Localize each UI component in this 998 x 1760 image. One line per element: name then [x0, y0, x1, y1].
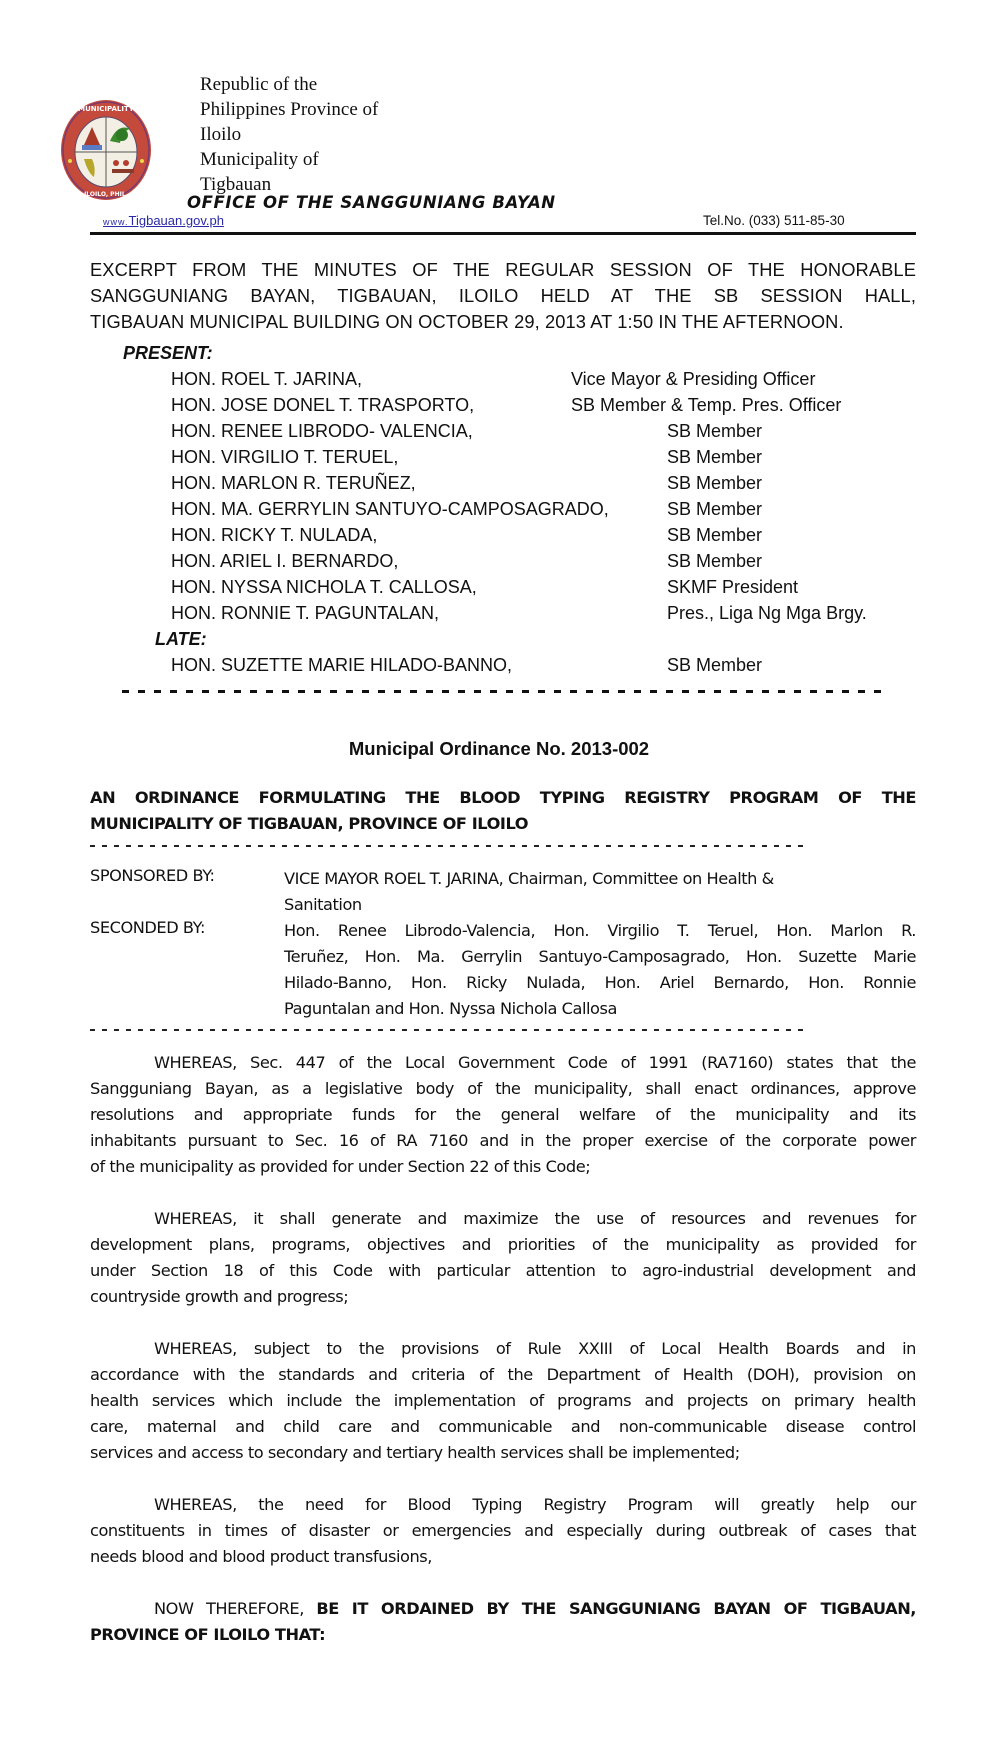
address-line: Republic of the — [200, 74, 318, 95]
attendee-name: HON. ROEL T. JARINA, — [171, 369, 363, 389]
ordaining-line — [90, 1622, 916, 1648]
website-prefix: www. — [103, 217, 129, 227]
paragraph-line: development plans, programs, objectives and priorities of the municipality as provided for — [90, 1235, 916, 1254]
telephone-number: Tel.No. (033) 511-85-30 — [703, 213, 845, 228]
paragraph-line: accordance with the standards and criteria of the Department of Health (DOH), provision on — [90, 1365, 916, 1384]
attendee-name: HON. JOSE DONEL T. TRASPORTO, — [171, 395, 475, 415]
whereas-paragraph-1 — [90, 1050, 916, 1180]
minutes-excerpt — [90, 257, 916, 335]
paragraph-line: countryside growth and progress; — [90, 1287, 349, 1306]
attendance-separator — [122, 685, 882, 697]
address-line: Municipality of — [200, 149, 319, 170]
ordinance-title-line: MUNICIPALITY OF TIGBAUAN, PROVINCE OF ILOILO — [90, 814, 529, 833]
letterhead-rule — [90, 232, 916, 235]
seconded-line: Hilado-Banno, Hon. Ricky Nulada, Hon. Ariel Bernardo, Hon. Ronnie — [284, 973, 916, 992]
seconded-line: Paguntalan and Hon. Nyssa Nichola Callosa — [284, 999, 617, 1018]
whereas-paragraph-4 — [90, 1492, 916, 1570]
excerpt-line: SANGGUNIANG BAYAN, TIGBAUAN, ILOILO HELD AT THE SB SESSION HALL, — [90, 285, 916, 306]
seconded-line: Teruñez, Hon. Ma. Gerrylin Santuyo-Camposagrado, Hon. Suzette Marie — [284, 947, 916, 966]
late-attendee-name: HON. SUZETTE MARIE HILADO-BANNO, — [171, 655, 513, 675]
paragraph-line: WHEREAS, the need for Blood Typing Registry Program will greatly help our — [154, 1495, 916, 1514]
address-line: Iloilo — [200, 124, 242, 145]
attendee-position: SB Member — [667, 525, 763, 545]
paragraph-line: inhabitants pursuant to Sec. 16 of RA 7160 and in the proper exercise of the corporate power — [90, 1131, 916, 1150]
ordaining-clause — [90, 1596, 916, 1648]
late-attendee-position: SB Member — [667, 655, 763, 675]
ordinance-number: Municipal Ordinance No. 2013-002 — [348, 738, 650, 759]
ordaining-plain-text: NOW THEREFORE, — [154, 1599, 317, 1618]
attendee-name: HON. MA. GERRYLIN SANTUYO-CAMPOSAGRADO, — [171, 499, 609, 519]
attendee-position: SB Member — [667, 421, 763, 441]
office-title: OFFICE OF THE SANGGUNIANG BAYAN — [187, 193, 556, 212]
attendee-name: HON. MARLON R. TERUÑEZ, — [171, 473, 416, 493]
attendee-name: HON. VIRGILIO T. TERUEL, — [171, 447, 399, 467]
ordaining-line — [90, 1596, 916, 1622]
paragraph-line: care, maternal and child care and communicable and non-communicable disease control — [90, 1417, 916, 1436]
svg-text:ILOILO, PHIL.: ILOILO, PHIL. — [84, 191, 128, 198]
seconded-by-label: SECONDED BY: — [90, 918, 205, 937]
attendee-name: HON. RICKY T. NULADA, — [171, 525, 378, 545]
address-line: Philippines Province of — [200, 99, 379, 120]
excerpt-line: EXCERPT FROM THE MINUTES OF THE REGULAR SESSION OF THE HONORABLE — [90, 259, 916, 280]
paragraph-line: WHEREAS, Sec. 447 of the Local Government Code of 1991 (RA7160) states that the — [154, 1053, 916, 1072]
attendee-name: HON. RONNIE T. PAGUNTALAN, — [171, 603, 440, 623]
attendee-position: Pres., Liga Ng Mga Brgy. — [667, 603, 867, 623]
attendee-position: SB Member — [667, 551, 763, 571]
paragraph-line: health services which include the implementation of programs and projects on primary health — [90, 1391, 916, 1410]
sponsored-line: Sanitation — [284, 895, 362, 914]
attendee-position: SB Member — [667, 499, 763, 519]
attendee-name: HON. ARIEL I. BERNARDO, — [171, 551, 399, 571]
attendee-name: HON. NYSSA NICHOLA T. CALLOSA, — [171, 577, 477, 597]
website-link[interactable] — [103, 213, 224, 228]
paragraph-line: Sangguniang Bayan, as a legislative body of the municipality, shall enact ordinances, approve — [90, 1079, 916, 1098]
whereas-paragraph-3 — [90, 1336, 916, 1466]
ordaining-bold-text: BE IT ORDAINED BY THE SANGGUNIANG BAYAN OF TIGBAUAN, — [316, 1599, 916, 1618]
sponsored-by-value — [284, 866, 916, 918]
municipal-seal-icon — [58, 97, 154, 203]
sponsors-separator — [90, 1024, 804, 1034]
sponsored-by-label: SPONSORED BY: — [90, 866, 215, 885]
attendee-position: Vice Mayor & Presiding Officer — [571, 369, 816, 389]
paragraph-line: resolutions and appropriate funds for the general welfare of the municipality and its — [90, 1105, 916, 1124]
website-domain: Tigbauan.gov.ph — [128, 213, 224, 228]
attendee-position: SKMF President — [667, 577, 799, 597]
sponsored-line: VICE MAYOR ROEL T. JARINA, Chairman, Committee on Health & — [284, 869, 774, 888]
paragraph-line: of the municipality as provided for under Section 22 of this Code; — [90, 1157, 591, 1176]
title-separator — [90, 840, 804, 850]
seconded-line: Hon. Renee Librodo-Valencia, Hon. Virgilio T. Teruel, Hon. Marlon R. — [284, 921, 916, 940]
attendee-position: SB Member — [667, 473, 763, 493]
address-line: Tigbauan — [200, 174, 272, 195]
attendee-name: HON. RENEE LIBRODO- VALENCIA, — [171, 421, 473, 441]
present-label: PRESENT: — [123, 343, 213, 363]
ordaining-bold-text: PROVINCE OF ILOILO THAT: — [90, 1625, 326, 1644]
attendee-position: SB Member & Temp. Pres. Officer — [571, 395, 842, 415]
late-label: LATE: — [155, 629, 207, 649]
letterhead-address — [200, 72, 378, 197]
paragraph-line: under Section 18 of this Code with particular attention to agro-industrial development and — [90, 1261, 916, 1280]
excerpt-line: TIGBAUAN MUNICIPAL BUILDING ON OCTOBER 29, 2013 AT 1:50 IN THE AFTERNOON. — [90, 311, 844, 332]
svg-text:MUNICIPALITY: MUNICIPALITY — [78, 105, 134, 113]
ordinance-title — [90, 785, 916, 837]
paragraph-line: services and access to secondary and tertiary health services shall be implemented; — [90, 1443, 740, 1462]
paragraph-line: constituents in times of disaster or emergencies and especially during outbreak of cases that — [90, 1521, 916, 1540]
whereas-paragraph-2 — [90, 1206, 916, 1310]
paragraph-line: needs blood and blood product transfusions, — [90, 1547, 432, 1566]
paragraph-line: WHEREAS, subject to the provisions of Rule XXIII of Local Health Boards and in — [154, 1339, 916, 1358]
paragraph-line: WHEREAS, it shall generate and maximize the use of resources and revenues for — [154, 1209, 916, 1228]
ordinance-title-line: AN ORDINANCE FORMULATING THE BLOOD TYPING REGISTRY PROGRAM OF THE — [90, 788, 916, 807]
attendee-position: SB Member — [667, 447, 763, 467]
seconded-by-value — [284, 918, 916, 1022]
